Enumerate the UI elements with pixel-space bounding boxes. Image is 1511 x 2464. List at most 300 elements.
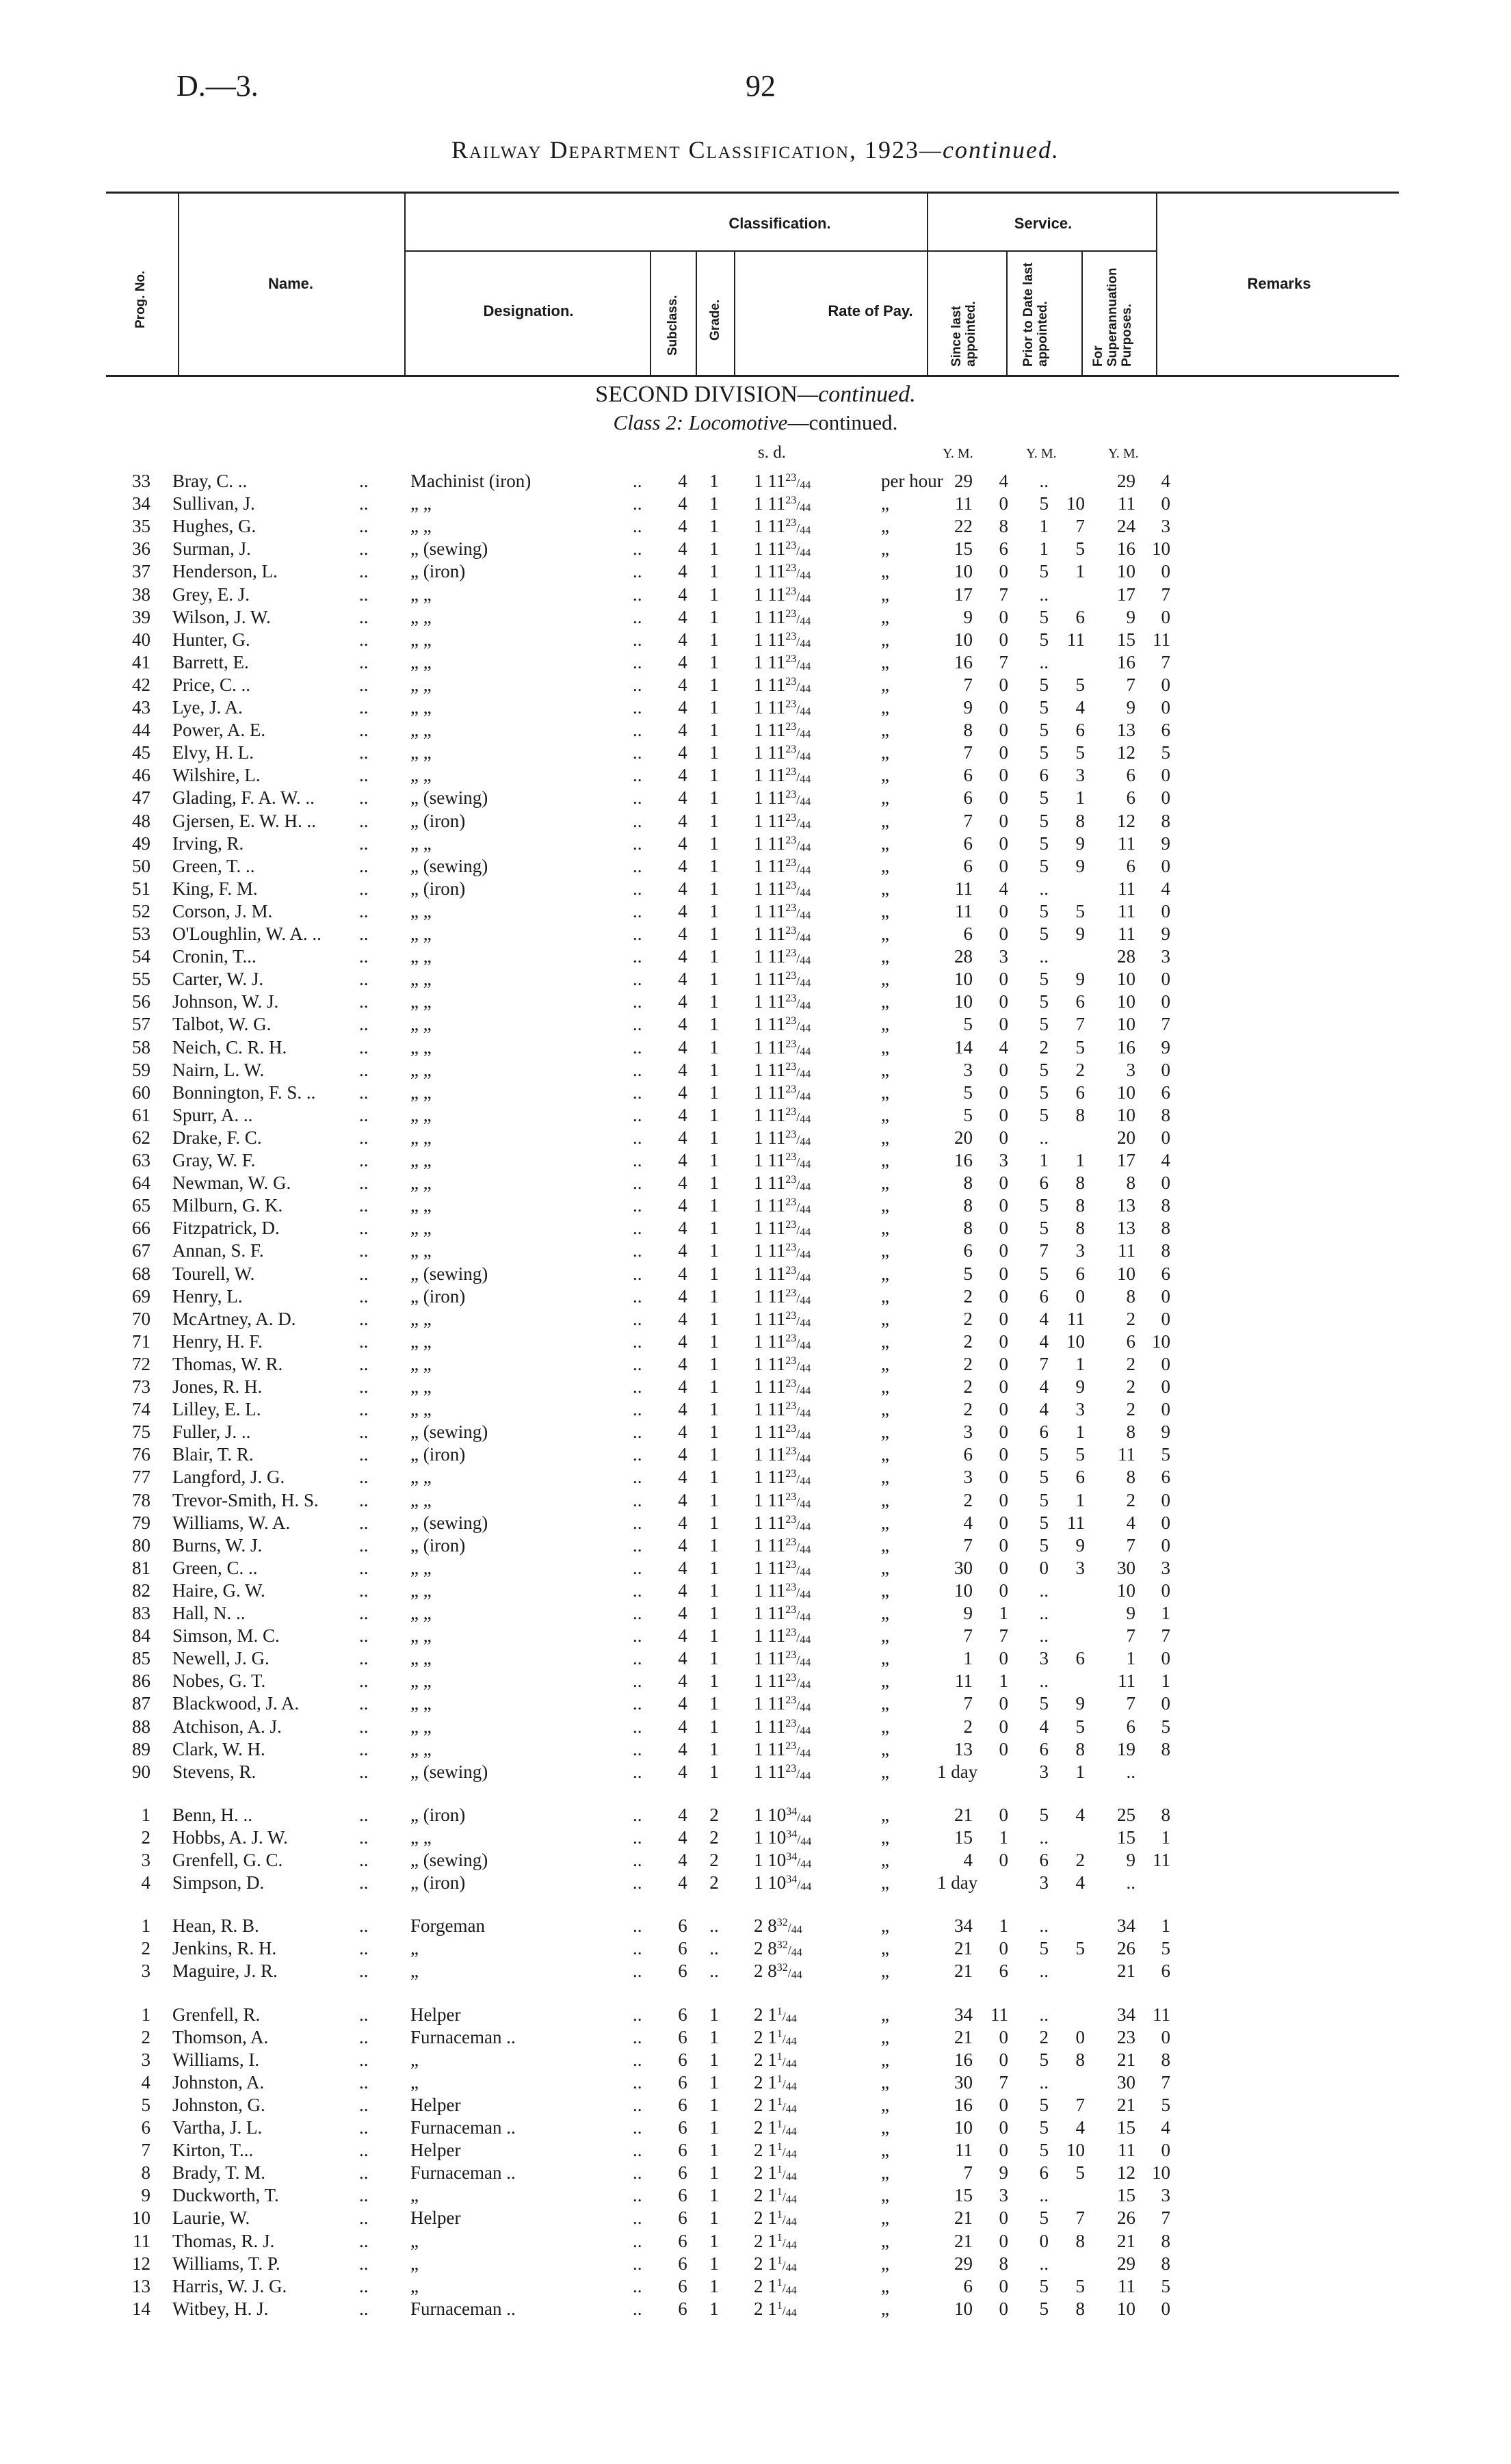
table-row [0, 2095, 1511, 2117]
cell-grade: 1 [709, 1534, 719, 1556]
cell-per: „ [881, 1557, 889, 1578]
rate-fraction-numerator: 23 [785, 1309, 797, 1322]
cell-name: Thomson, A. [172, 2026, 269, 2047]
cell-grade: .. [709, 1915, 719, 1937]
cell-rate-of-pay [754, 2027, 797, 2048]
rate-fraction-denominator: 44 [800, 1317, 811, 1329]
cell-prog-no: 82 [132, 1580, 150, 1601]
cell-prior-months: 4 [1075, 1872, 1085, 1893]
rate-shillings: 1 [754, 1670, 768, 1692]
cell-prior-months: 10 [1066, 1331, 1085, 1352]
cell-prog-no: 76 [132, 1444, 150, 1465]
cell-name: Corson, J. M. [172, 900, 273, 921]
table-row [0, 2207, 1511, 2230]
cell-grade: .. [709, 1938, 719, 1959]
cell-per: „ [881, 1195, 889, 1216]
leader-dots: .. [633, 1872, 642, 1893]
cell-subclass: 4 [678, 1421, 687, 1443]
rate-fraction-denominator: 44 [800, 1634, 811, 1647]
cell-since-years: 4 [963, 1512, 973, 1533]
rate-fraction-denominator: 44 [800, 1000, 811, 1012]
cell-rate-of-pay [754, 856, 811, 877]
rate-fraction-numerator: 1 [776, 2119, 783, 2130]
cell-prog-no: 48 [132, 810, 150, 831]
leader-dots: .. [633, 1240, 642, 1261]
rate-fraction-slash: / [782, 2303, 786, 2318]
cell-grade: 1 [709, 1014, 719, 1035]
cell-subclass: 4 [678, 1263, 687, 1284]
cell-per: „ [881, 2253, 889, 2274]
cell-prior-years: 5 [1039, 674, 1049, 695]
leader-dots: .. [359, 1670, 369, 1692]
cell-per: „ [881, 1489, 889, 1510]
cell-since-months: 0 [999, 561, 1008, 582]
cell-per: „ [881, 1872, 889, 1893]
rate-fraction-numerator: 23 [785, 1219, 797, 1231]
cell-subclass: 4 [678, 538, 687, 560]
cell-name: Simpson, D. [172, 1872, 265, 1893]
cell-super-years: 11 [1118, 1444, 1135, 1465]
cell-since-months: 0 [999, 2094, 1008, 2115]
rate-fraction-numerator: 23 [785, 970, 797, 982]
section-title-suffix: —continued. [797, 382, 916, 407]
header-divider [650, 250, 651, 376]
rate-fraction-slash: / [787, 1921, 791, 1935]
cell-per: „ [881, 923, 889, 944]
cell-rate-of-pay [754, 2095, 797, 2116]
cell-designation: „ (iron) [410, 1804, 466, 1825]
table-row [0, 1286, 1511, 1309]
cell-super-years: 13 [1117, 1195, 1135, 1216]
rate-shillings: 2 [754, 2162, 768, 2184]
cell-since-months: 0 [999, 1557, 1008, 1578]
cell-super-months: 1 [1161, 1603, 1170, 1623]
cell-rate-of-pay [754, 2276, 797, 2297]
rate-fraction-slash: / [796, 1721, 800, 1735]
leader-dots: .. [633, 651, 642, 672]
rate-fraction-slash: / [796, 1472, 800, 1486]
table-row [0, 516, 1511, 538]
table-row [0, 2185, 1511, 2207]
rate-fraction-numerator: 34 [786, 1828, 798, 1840]
cell-super-years: 12 [1117, 2162, 1135, 2184]
table-row [0, 1444, 1511, 1467]
cell-since-months: 0 [999, 1376, 1008, 1397]
cell-super-years: 6 [1126, 855, 1135, 876]
rate-pence: 11 [767, 516, 786, 537]
cell-per: „ [881, 1331, 889, 1352]
rate-shillings: 1 [754, 1263, 768, 1284]
rate-fraction-denominator: 44 [785, 2149, 797, 2161]
rate-pence: 11 [767, 1648, 786, 1669]
rate-shillings: 1 [754, 810, 768, 831]
rate-shillings: 1 [754, 1014, 768, 1035]
cell-since-months: 0 [999, 2140, 1008, 2161]
leader-dots: .. [633, 2004, 642, 2025]
cell-since-months: 0 [999, 2117, 1008, 2138]
cell-prior-years: 5 [1039, 1693, 1049, 1714]
leader-dots: .. [359, 1716, 369, 1737]
rate-fraction-denominator: 44 [785, 2013, 797, 2025]
cell-prior-months: 0 [1075, 2026, 1085, 2047]
table-row [0, 1805, 1511, 1827]
cell-since-months: 1 [999, 1826, 1008, 1848]
cell-rate-of-pay [754, 1331, 811, 1352]
leader-dots: .. [633, 697, 642, 718]
table-row [0, 765, 1511, 787]
cell-since-years: 16 [954, 1150, 973, 1170]
cell-super-years: 19 [1117, 1738, 1135, 1759]
cell-prior-months: 8 [1075, 1104, 1085, 1125]
rate-fraction-numerator: 1 [776, 2277, 783, 2289]
cell-per: „ [881, 946, 889, 967]
table-row [0, 2072, 1511, 2095]
header-classification: Classification. [728, 215, 831, 232]
cell-since-months: 1 [999, 1670, 1008, 1692]
cell-designation: „ „ [410, 1557, 432, 1578]
leader-dots: .. [633, 1104, 642, 1125]
cell-designation: „ „ [410, 1489, 432, 1510]
cell-per: „ [881, 855, 889, 876]
cell-prior-years: 6 [1039, 2162, 1049, 2184]
cell-super-months: 0 [1161, 1534, 1170, 1556]
cell-grade: 2 [709, 1826, 719, 1848]
rate-shillings: 1 [754, 765, 768, 786]
table-row [0, 674, 1511, 697]
cell-rate-of-pay [754, 2072, 797, 2093]
cell-per: „ [881, 1693, 889, 1714]
cell-super-months: 3 [1161, 2185, 1170, 2206]
rate-pence: 8 [767, 1938, 777, 1959]
leader-dots: .. [633, 2207, 642, 2229]
rate-pence: 11 [767, 538, 786, 560]
table-row [0, 493, 1511, 516]
cell-prog-no: 55 [132, 969, 150, 990]
rate-pence: 11 [767, 606, 786, 627]
cell-prior-years: .. [1039, 2004, 1049, 2025]
table-row [0, 1648, 1511, 1670]
cell-since-months: 0 [999, 674, 1008, 695]
cell-grade: 1 [709, 1693, 719, 1714]
cell-grade: 1 [709, 471, 719, 491]
cell-per: „ [881, 1308, 889, 1329]
rate-shillings: 1 [754, 561, 768, 582]
table-row [0, 1354, 1511, 1376]
rate-fraction-denominator: 44 [800, 1227, 811, 1239]
leader-dots: .. [633, 1444, 642, 1465]
cell-designation: „ „ [410, 1150, 432, 1170]
cell-prog-no: 53 [132, 923, 150, 944]
cell-grade: 1 [709, 1172, 719, 1194]
cell-name: Carter, W. J. [172, 969, 264, 990]
cell-super-months: 0 [1161, 1489, 1170, 1510]
cell-designation: „ „ [410, 1826, 432, 1848]
cell-prior-years: 5 [1039, 2094, 1049, 2115]
leader-dots: .. [633, 2140, 642, 2161]
cell-name: Johnston, G. [172, 2094, 265, 2115]
cell-since-months: 11 [990, 2004, 1008, 2025]
cell-subclass: 4 [678, 697, 687, 718]
rate-fraction-slash: / [787, 1943, 791, 1958]
rate-fraction-numerator: 23 [785, 1332, 797, 1344]
rate-pence: 10 [767, 1850, 787, 1870]
leader-dots: .. [633, 493, 642, 514]
cell-prior-months: 8 [1075, 1172, 1085, 1194]
rate-pence: 11 [767, 1353, 786, 1374]
rate-shillings: 1 [754, 1127, 768, 1148]
units-since-last: Y. M. [943, 446, 973, 461]
cell-subclass: 6 [678, 2049, 687, 2070]
cell-name: Wilson, J. W. [172, 606, 271, 627]
cell-name: Witbey, H. J. [172, 2298, 269, 2319]
cell-subclass: 4 [678, 651, 687, 672]
cell-since-months: 7 [999, 1625, 1008, 1647]
cell-subclass: 6 [678, 2117, 687, 2138]
table-row [0, 2162, 1511, 2185]
cell-since-months: 0 [999, 1512, 1008, 1533]
cell-super-years: 25 [1117, 1804, 1135, 1825]
cell-grade: 1 [709, 2298, 719, 2319]
cell-super-months: 7 [1161, 2071, 1170, 2093]
cell-since-years: 15 [954, 538, 973, 560]
leader-dots: .. [359, 1285, 369, 1307]
cell-since-months: 3 [999, 2185, 1008, 2206]
rate-fraction-slash: / [782, 2281, 786, 2295]
leader-dots: .. [633, 1915, 642, 1937]
leader-dots: .. [633, 1376, 642, 1397]
rate-shillings: 1 [754, 1172, 768, 1194]
cell-prog-no: 43 [132, 697, 150, 718]
cell-prog-no: 4 [141, 2071, 150, 2093]
cell-super-years: 10 [1117, 1104, 1135, 1125]
leader-dots: .. [359, 787, 369, 809]
rate-fraction-denominator: 44 [800, 638, 811, 650]
cell-prior-months: 8 [1075, 810, 1085, 831]
cell-since-years: 17 [954, 584, 973, 605]
cell-rate-of-pay [754, 1399, 811, 1420]
cell-rate-of-pay [754, 1872, 811, 1893]
rate-fraction-slash: / [796, 634, 800, 648]
cell-per: „ [881, 2094, 889, 2115]
cell-name: Henry, H. F. [172, 1331, 263, 1352]
leader-dots: .. [359, 2071, 369, 2093]
rate-fraction-numerator: 23 [785, 1287, 797, 1299]
rate-fraction-numerator: 23 [785, 1762, 797, 1774]
leader-dots: .. [359, 2185, 369, 2206]
cell-since-months: 0 [999, 1353, 1008, 1374]
cell-rate-of-pay [754, 561, 811, 582]
cell-per: „ [881, 2275, 889, 2296]
rate-shillings: 2 [754, 2275, 768, 2296]
leader-dots: .. [633, 1489, 642, 1510]
cell-prior-months: 7 [1075, 1014, 1085, 1035]
rate-fraction-denominator: 44 [800, 841, 811, 854]
cell-prog-no: 61 [132, 1104, 150, 1125]
rate-fraction-slash: / [796, 1744, 800, 1758]
rate-fraction-denominator: 44 [800, 1249, 811, 1261]
cell-designation: „ „ [410, 1376, 432, 1397]
rate-fraction-denominator: 44 [800, 796, 811, 809]
cell-designation: „ „ [410, 1240, 432, 1261]
cell-subclass: 6 [678, 1961, 687, 1982]
cell-subclass: 4 [678, 1399, 687, 1420]
rate-fraction-slash: / [796, 1562, 800, 1577]
cell-subclass: 4 [678, 516, 687, 537]
rate-pence: 11 [767, 561, 786, 582]
rate-fraction-numerator: 34 [786, 1874, 798, 1886]
cell-super-months: 9 [1161, 833, 1170, 854]
rate-fraction-slash: / [787, 1966, 791, 1980]
cell-per: „ [881, 1150, 889, 1170]
cell-super-months: 8 [1161, 1738, 1170, 1759]
cell-super-months: 3 [1161, 1557, 1170, 1578]
cell-designation: „ (sewing) [410, 1512, 488, 1533]
rate-shillings: 1 [754, 991, 768, 1012]
cell-prior-months: 9 [1075, 923, 1085, 944]
cell-since-months: 0 [999, 765, 1008, 786]
cell-prog-no: 13 [132, 2275, 150, 2296]
cell-subclass: 6 [678, 2253, 687, 2274]
rate-fraction-slash: / [797, 1878, 801, 1892]
cell-since-years: 2 [963, 1308, 973, 1329]
rate-shillings: 1 [754, 855, 768, 876]
cell-subclass: 4 [678, 1761, 687, 1782]
cell-subclass: 4 [678, 1331, 687, 1352]
rate-pence: 11 [767, 629, 786, 650]
cell-per: „ [881, 1059, 889, 1080]
cell-rate-of-pay [754, 1670, 811, 1692]
leader-dots: .. [633, 2298, 642, 2319]
cell-prior-years: 5 [1039, 787, 1049, 809]
cell-designation: „ (iron) [410, 1285, 466, 1307]
cell-prior-years: 6 [1039, 765, 1049, 786]
cell-prior-months: 5 [1075, 742, 1085, 763]
table-row [0, 811, 1511, 833]
rate-fraction-denominator: 44 [800, 751, 811, 763]
table-row [0, 1580, 1511, 1603]
cell-rate-of-pay [754, 1648, 811, 1669]
cell-per: „ [881, 584, 889, 605]
cell-designation: „ (iron) [410, 561, 466, 582]
cell-subclass: 4 [678, 1826, 687, 1848]
cell-super-years: 11 [1118, 1670, 1135, 1692]
cell-prior-years: 5 [1039, 2275, 1049, 2296]
cell-per: per hour [881, 471, 943, 491]
cell-super-years: 11 [1118, 2275, 1135, 2296]
rate-pence: 1 [767, 2071, 777, 2093]
leader-dots: .. [633, 1804, 642, 1825]
leader-dots: .. [633, 629, 642, 650]
cell-designation: „ „ [410, 765, 432, 786]
cell-since-months: 0 [999, 923, 1008, 944]
cell-subclass: 4 [678, 855, 687, 876]
cell-prior-years: .. [1039, 2185, 1049, 2206]
cell-prior-years: 7 [1039, 1240, 1049, 1261]
leader-dots: .. [359, 1467, 369, 1488]
cell-rate-of-pay [754, 765, 811, 786]
leader-dots: .. [359, 1421, 369, 1443]
leader-dots: .. [359, 606, 369, 627]
cell-name: Newman, W. G. [172, 1172, 291, 1194]
cell-super-years: 21 [1117, 2049, 1135, 2070]
cell-since-months: 0 [999, 1127, 1008, 1148]
rate-shillings: 1 [754, 946, 768, 967]
rate-shillings: 1 [754, 584, 768, 605]
cell-since-years: 16 [954, 651, 973, 672]
header-name: Name. [267, 275, 314, 292]
cell-per: „ [881, 2049, 889, 2070]
cell-grade: 1 [709, 1557, 719, 1578]
cell-subclass: 4 [678, 606, 687, 627]
table-row [0, 1037, 1511, 1060]
cell-prior-years: 5 [1039, 2049, 1049, 2070]
cell-since-months: 0 [999, 2298, 1008, 2319]
cell-per: „ [881, 2298, 889, 2319]
table-row [0, 878, 1511, 901]
cell-grade: 1 [709, 1082, 719, 1103]
cell-designation: „ (sewing) [410, 855, 488, 876]
leader-dots: .. [359, 1826, 369, 1848]
cell-per: „ [881, 1014, 889, 1035]
cell-prior-years: 5 [1039, 1489, 1049, 1510]
cell-rate-of-pay [754, 1105, 811, 1126]
cell-grade: .. [709, 1961, 719, 1982]
rate-pence: 11 [767, 674, 786, 695]
cell-name: Harris, W. J. G. [172, 2275, 287, 2296]
cell-prog-no: 1 [141, 1804, 150, 1825]
cell-super-years: 7 [1126, 1693, 1135, 1714]
rate-fraction-denominator: 44 [785, 2080, 797, 2093]
rate-fraction-denominator: 44 [785, 2171, 797, 2184]
cell-super-months: 0 [1161, 1580, 1170, 1601]
rate-fraction-slash: / [796, 1699, 800, 1713]
cell-subclass: 4 [678, 1489, 687, 1510]
rate-fraction-numerator: 23 [785, 856, 797, 869]
rate-shillings: 2 [754, 2140, 768, 2161]
cell-super-years: 2 [1126, 1353, 1135, 1374]
cell-name: Bray, C. .. [172, 471, 248, 491]
leader-dots: .. [359, 1150, 369, 1170]
cell-since-months: 0 [999, 1850, 1008, 1870]
cell-grade: 1 [709, 2094, 719, 2115]
rate-shillings: 2 [754, 1915, 768, 1937]
cell-since-years: 10 [954, 2117, 973, 2138]
table-row [0, 607, 1511, 629]
cell-super-years: 21 [1117, 2230, 1135, 2251]
cell-prior-years: .. [1039, 2071, 1049, 2093]
cell-rate-of-pay [754, 471, 811, 492]
rate-fraction-slash: / [796, 1336, 800, 1350]
cell-super-months: 0 [1161, 2026, 1170, 2047]
table-row [0, 1490, 1511, 1512]
cell-prog-no: 41 [132, 651, 150, 672]
table-row [0, 856, 1511, 878]
cell-super-years: 15 [1117, 2185, 1135, 2206]
units-superannuation: Y. M. [1108, 446, 1139, 461]
cell-rate-of-pay [754, 1915, 802, 1937]
cell-grade: 1 [709, 1353, 719, 1374]
cell-per: „ [881, 697, 889, 718]
cell-prior-months: 6 [1075, 991, 1085, 1012]
cell-since-years: 5 [963, 1082, 973, 1103]
cell-super-years: 21 [1117, 1961, 1135, 1982]
rate-shillings: 1 [754, 1603, 768, 1623]
cell-prog-no: 1 [141, 1915, 150, 1937]
cell-name: Glading, F. A. W. .. [172, 787, 315, 809]
cell-since-months: 1 [999, 1603, 1008, 1623]
rate-pence: 11 [767, 1150, 786, 1170]
rate-shillings: 1 [754, 1082, 768, 1103]
